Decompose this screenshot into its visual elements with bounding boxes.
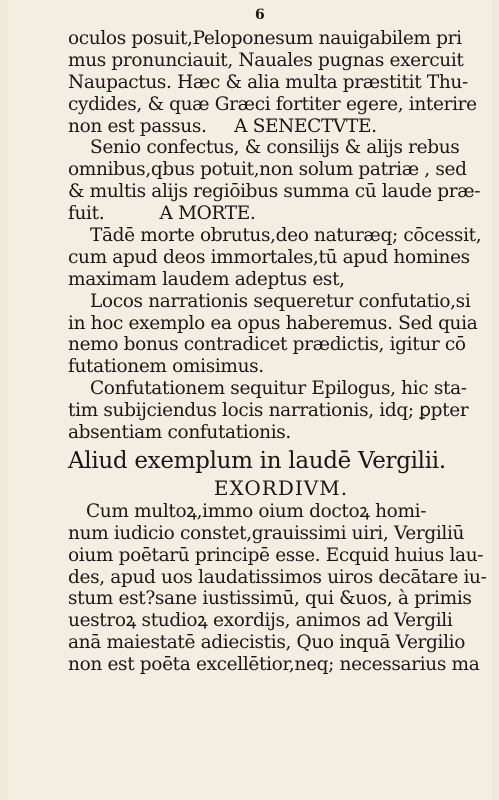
text-line: Naupactus. Hæc & alia multa præstitit Thu-: [68, 71, 468, 93]
text-line: & multis alijs regiōibus summa cū laude præ-: [68, 181, 481, 203]
text-line: omnibus,qbus potuit,non solum patriæ , sed: [68, 159, 467, 181]
text-line: Senio confectus, & consilijs & alijs rebus: [90, 137, 460, 159]
text-line: non est poēta excellētior,neq; necessarius ma: [68, 654, 480, 676]
text-line: Tādē morte obrutus,deo naturæq; cōcessit,: [90, 225, 482, 247]
text-line-section-senectute: non est passus. A SENECTVTE.: [68, 115, 377, 137]
text-line: nemo bonus contradicet prædictis, igitur cō: [68, 334, 466, 356]
text-line: cum apud deos immortales,tū apud homines: [68, 246, 470, 268]
text-line: mus pronunciauit, Nauales pugnas exercuit: [68, 49, 464, 71]
text-line: stum est?sane iustissimū, qui &uos, à primis: [68, 588, 472, 610]
text-block: [68, 28, 494, 676]
text-line: in hoc exemplo ea opus haberemus. Sed quia: [68, 312, 478, 334]
text-line: cydides, & quæ Græci fortiter egere, interire: [68, 93, 477, 115]
text-line: tim subijciendus locis narrationis, idq; ꝑpter: [68, 400, 469, 422]
text-line-section-morte: fuit. A MORTE.: [68, 203, 256, 225]
text-line: num iudicio constet,grauissimi uiri, Vergiliū: [68, 522, 465, 544]
text-line: Locos narrationis sequeretur confutatio,si: [90, 290, 471, 312]
text-line: oium poētarū principē esse. Ecquid huius lau-: [68, 544, 484, 566]
text-line: maximam laudem adeptus est,: [68, 268, 345, 290]
page-signature: 6: [255, 7, 265, 23]
book-page: [8, 0, 492, 800]
text-line: absentiam confutationis.: [68, 422, 291, 444]
section-heading: Aliud exemplum in laudē Vergilii.: [68, 447, 446, 474]
text-line: futationem omisimus.: [68, 356, 264, 378]
text-line: oculos posuit,Peloponesum nauigabilem pri: [68, 28, 462, 49]
text-line: uestroꝝ studioꝝ exordijs, animos ad Vergili: [68, 610, 453, 632]
subheading-exordium: EXORDIVM.: [213, 475, 349, 500]
text-line: des, apud uos laudatissimos uiros decātare iu-: [68, 566, 487, 588]
text-line: Cum multoꝝ,immo oium doctoꝝ homi-: [86, 500, 427, 522]
text-line: anā maiestatē adiecistis, Quo inquā Vergilio: [68, 632, 466, 654]
text-line: Confutationem sequitur Epilogus, hic sta-: [90, 378, 467, 400]
